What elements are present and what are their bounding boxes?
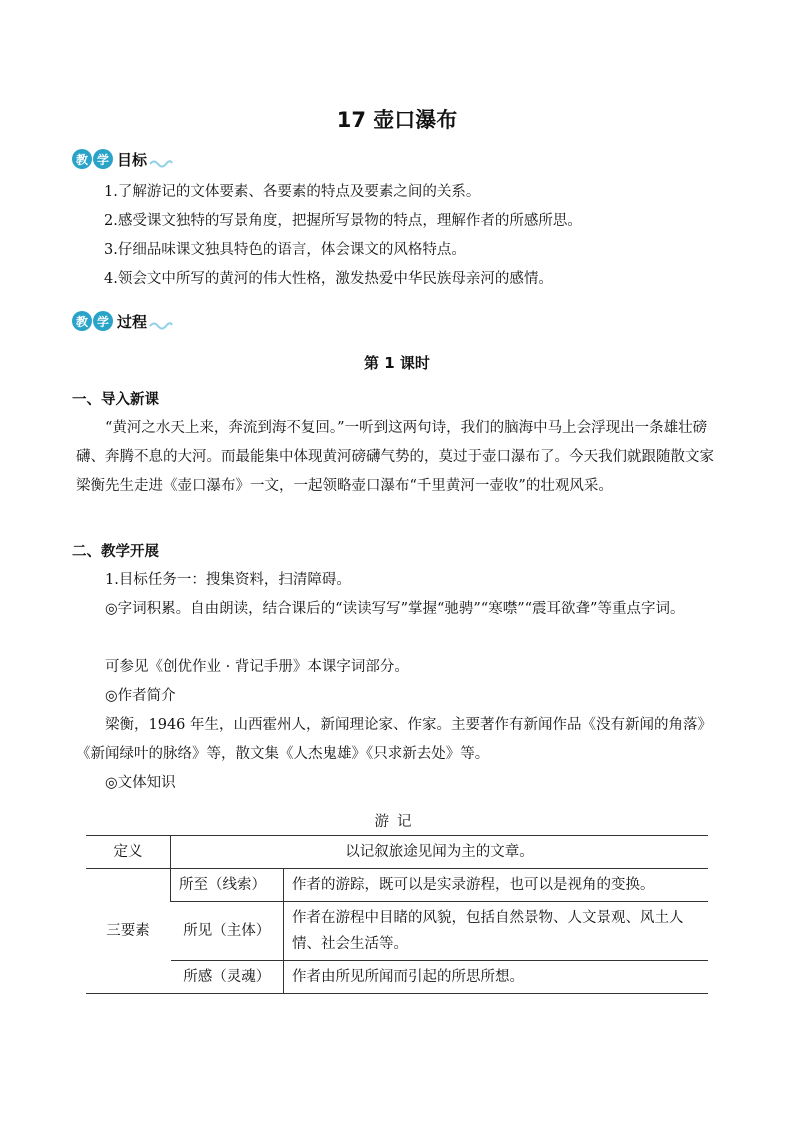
objectives-label: 目标	[117, 150, 148, 169]
section-heading: 一、导入新课	[72, 392, 159, 408]
objective-item: 1.了解游记的文体要素、各要素的特点及要素之间的关系。	[104, 184, 481, 200]
table-cell: 三要素	[86, 869, 171, 994]
wave-icon	[149, 158, 173, 168]
table-row	[86, 836, 708, 869]
table-cell: 所至（线索）	[171, 869, 284, 902]
page-title: 17 壶口瀑布	[336, 108, 458, 132]
table-cell: 定义	[86, 836, 171, 869]
author-heading: ◎作者简介	[105, 688, 176, 704]
table-cell: 所见（主体）	[171, 902, 284, 961]
badge-char: 学	[93, 149, 113, 169]
objective-item: 4.领会文中所写的黄河的伟大性格，激发热爱中华民族母亲河的感情。	[104, 271, 553, 287]
objective-item: 2.感受课文独特的写景角度，把握所写景物的特点，理解作者的所感所思。	[104, 213, 582, 229]
badge-char: 教	[72, 149, 92, 169]
table-row	[86, 902, 708, 961]
process-header	[72, 308, 173, 334]
wave-icon	[149, 320, 173, 330]
reference-line: 可参见《创优作业 · 背记手册》本课字词部分。	[105, 659, 409, 675]
table-row	[86, 869, 708, 902]
table-cell: 所感（灵魂）	[171, 961, 284, 994]
table-cell: 作者在游程中目睹的风貌，包括自然景物、人文景观、风土人情、社会生活等。	[284, 902, 709, 961]
badge-char: 教	[72, 311, 92, 331]
task-line: 1.目标任务一：搜集资料，扫清障碍。	[105, 572, 351, 588]
badge-char: 学	[93, 311, 113, 331]
author-paragraph: 梁衡，1946 年生，山西霍州人，新闻理论家、作家。主要著作有新闻作品《没有新闻的角落》《新闻绿叶的脉络》等，散文集《人杰鬼雄》《只求新去处》等。	[76, 717, 713, 762]
table-row	[86, 961, 708, 994]
lesson-title: 第 1 课时	[364, 354, 430, 372]
table-cell: 作者由所见所闻而引起的所思所想。	[284, 961, 709, 994]
objectives-list	[104, 178, 724, 294]
process-label: 过程	[117, 312, 148, 331]
table-cell: 作者的游踪，既可以是实录游程，也可以是视角的变换。	[284, 869, 709, 902]
section-heading: 二、教学开展	[72, 544, 159, 560]
objectives-header	[72, 146, 173, 172]
objective-item: 3.仔细品味课文独具特色的语言，体会课文的风格特点。	[104, 242, 466, 258]
table-cell: 以记叙旅途见闻为主的文章。	[171, 836, 709, 869]
genre-table	[86, 835, 708, 994]
intro-paragraph: “黄河之水天上来，奔流到海不复回。”一听到这两句诗，我们的脑海中马上会浮现出一条雄壮磅礴、奔腾不息的大河。而最能集中体现黄河磅礴气势的，莫过于壶口瀑布了。今天我们就跟随散文家梁衡先生走进《壶口瀑布》一文，一起领略壶口瀑布“千里黄河一壶收”的壮观风采。	[76, 420, 714, 494]
table-caption: 游记	[374, 814, 420, 830]
vocab-paragraph: ◎字词积累。自由朗读，结合课后的“读读写写”掌握“驰骋”“寒噤”“震耳欲聋”等重点字词。	[105, 601, 685, 617]
genre-heading: ◎文体知识	[105, 775, 176, 791]
